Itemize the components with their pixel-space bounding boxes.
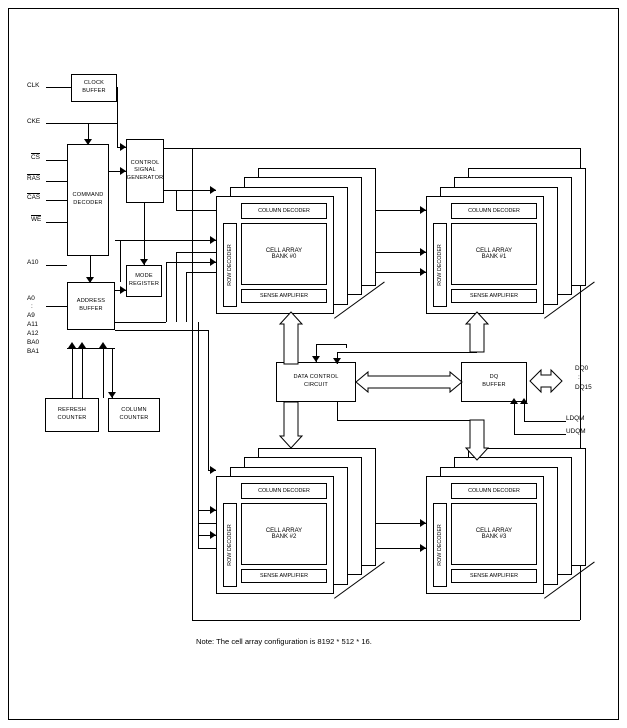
bank-1-row-decoder-label: ROW DECODER xyxy=(437,244,443,286)
pin-ba0-label: BA0 xyxy=(27,339,40,346)
pin-we-label: WE xyxy=(31,216,42,223)
bank-0-main xyxy=(216,196,334,314)
wire-ldqm xyxy=(524,421,566,422)
bank-0-column-decoder xyxy=(241,203,327,219)
pin-clk-label: CLK xyxy=(27,82,40,89)
wire-csg-bus-bot xyxy=(192,620,580,621)
bank-3-column-decoder xyxy=(451,483,537,499)
bank-1-column-decoder-label: COLUMN DECODER xyxy=(468,208,520,214)
wire-dcc-bank3-v xyxy=(337,402,338,420)
bank-2-row-decoder-label: ROW DECODER xyxy=(227,524,233,566)
pin-a0-label: A0 xyxy=(27,295,35,302)
pin-dq0-label: DQ0 xyxy=(575,365,589,372)
wire-addr-v-186 xyxy=(186,272,187,322)
block-control-signal-generator xyxy=(126,139,164,203)
bank-1-row-decoder xyxy=(433,223,447,307)
bank-2-sense-amplifier xyxy=(241,569,327,583)
pin-a10-label: A10 xyxy=(27,259,39,266)
wire-addr-out-322 xyxy=(115,322,166,323)
bus-dcc-to-bank2 xyxy=(280,402,302,448)
bank-1-cell-array-bank: BANK #1 xyxy=(481,254,507,260)
block-mode-register-label: MODE REGISTER xyxy=(128,273,160,287)
wire-clk xyxy=(46,87,71,88)
bank-0-column-decoder-label: COLUMN DECODER xyxy=(258,208,310,214)
block-command-decoder xyxy=(67,144,109,256)
bank-2-row-decoder xyxy=(223,503,237,587)
block-mode-register xyxy=(126,265,162,297)
wire-a10 xyxy=(46,265,67,266)
arrow-udqm-into-dq xyxy=(510,398,518,404)
wire-column-counter-up xyxy=(103,348,104,398)
wire-addr-to-row0 xyxy=(115,240,216,241)
wire-addr-v-176b xyxy=(176,252,177,322)
wire-refresh-up xyxy=(72,348,73,398)
bank-3-cell-array-bank: BANK #3 xyxy=(481,534,507,540)
wire-clk-down xyxy=(117,87,118,147)
pin-ras-label: RAS xyxy=(27,175,41,182)
wire-cke-down xyxy=(117,123,118,125)
wire-addr-lower-v xyxy=(198,322,199,548)
wire-csg-bus-top xyxy=(164,148,192,149)
block-dq-buffer-label: DQ BUFFER xyxy=(482,374,506,388)
arrow-csg-to-mode xyxy=(140,259,148,265)
pin-udqm-label: UDQM xyxy=(566,428,586,435)
wire-csg-lower-h xyxy=(115,330,208,331)
bank-3-sense-amplifier-label: SENSE AMPLIFIER xyxy=(470,573,518,579)
wire-cke xyxy=(46,123,71,124)
block-address-buffer xyxy=(67,282,115,330)
bank-2-cell-array-bank: BANK #2 xyxy=(271,534,297,540)
block-control-signal-generator-label: CONTROL SIGNAL GENERATOR xyxy=(126,159,164,181)
block-column-counter xyxy=(108,398,160,432)
bank-3-cell-array-label: CELL ARRAY xyxy=(475,528,513,534)
bank-2-main xyxy=(216,476,334,594)
arrow-cke-to-cmd xyxy=(84,139,92,145)
wire-udqm-v xyxy=(514,402,515,434)
arrow-col-counter-to-addr xyxy=(99,342,107,348)
bank-1-cell-array-label: CELL ARRAY xyxy=(475,248,513,254)
block-data-control-circuit-label: DATA CONTROL CIRCUIT xyxy=(293,374,339,388)
bank-0-cell-array-label: CELL ARRAY xyxy=(265,248,303,254)
wire-csg-lower-v xyxy=(208,330,209,470)
wire-addr-bus xyxy=(46,306,67,307)
bank-0-cell-array xyxy=(241,223,327,285)
pin-cas-label: CAS xyxy=(27,194,41,201)
wire-csg-bus-top-right xyxy=(192,148,580,149)
wire-ldqm-v xyxy=(524,402,525,421)
bank-2-sense-amplifier-label: SENSE AMPLIFIER xyxy=(260,573,308,579)
arrow-a10-to-addr xyxy=(86,277,94,283)
pin-cs-label: CS xyxy=(31,154,40,161)
block-data-control-circuit xyxy=(276,362,356,402)
bus-bank1-to-dcc xyxy=(466,312,488,352)
wire-csg-bus-v xyxy=(192,148,193,620)
bank-0-cell-array-bank: BANK #0 xyxy=(271,254,297,260)
bank-2-cell-array xyxy=(241,503,327,565)
pin-a11-label: A11 xyxy=(27,321,38,328)
pin-a0-a9-dots: : xyxy=(31,303,33,310)
wire-cmd-to-mode xyxy=(144,203,145,265)
bank-3-sense-amplifier xyxy=(451,569,537,583)
arrow-addr-to-mode xyxy=(120,286,126,294)
block-command-decoder-label: COMMAND DECODER xyxy=(72,192,104,206)
bank-1-sense-amplifier-label: SENSE AMPLIFIER xyxy=(470,293,518,299)
bank-0-sense-amplifier xyxy=(241,289,327,303)
wire-dcc-bank3-h xyxy=(337,420,477,421)
wire-addr-v-240 xyxy=(120,240,121,282)
wire-cke-to-cmd xyxy=(71,123,117,124)
bank-0-sense-amplifier-label: SENSE AMPLIFIER xyxy=(260,293,308,299)
arrow-cmd-to-csg xyxy=(120,167,126,175)
block-clock-buffer xyxy=(71,74,117,102)
bank-1-cell-array xyxy=(451,223,537,285)
bank-3-column-decoder-label: COLUMN DECODER xyxy=(468,488,520,494)
bus-dq-to-pins xyxy=(530,370,562,392)
wire-addr-bottom xyxy=(67,348,115,349)
bank-1-main xyxy=(426,196,544,314)
pin-a12-label: A12 xyxy=(27,330,39,337)
pin-ba1-label: BA1 xyxy=(27,348,40,355)
bank-0-row-decoder-label: ROW DECODER xyxy=(227,244,233,286)
wire-csg-to-dcc-h xyxy=(316,344,346,345)
wire-addr-to-row0b xyxy=(166,262,216,263)
block-refresh-counter xyxy=(45,398,99,432)
bank-2-cell-array-label: CELL ARRAY xyxy=(265,528,303,534)
wire-column-counter-up2 xyxy=(112,348,113,398)
pin-ldqm-label: LDQM xyxy=(566,415,585,422)
bank-0-row-decoder xyxy=(223,223,237,307)
block-column-counter-label: COLUMN COUNTER xyxy=(119,407,149,421)
bank-1-column-decoder xyxy=(451,203,537,219)
wire-refresh-up2 xyxy=(82,348,83,398)
pin-a9-label: A9 xyxy=(27,312,35,319)
block-clock-buffer-label: CLOCK BUFFER xyxy=(82,80,106,94)
block-address-buffer-label: ADDRESS BUFFER xyxy=(76,298,106,312)
arrow-bank1-dcc xyxy=(333,358,341,364)
bank-1-sense-amplifier xyxy=(451,289,537,303)
arrow-addr-to-col-counter xyxy=(108,392,116,398)
bank-3-row-decoder xyxy=(433,503,447,587)
block-dq-buffer xyxy=(461,362,527,402)
wire-csg-to-dcc-v2 xyxy=(346,344,347,348)
arrow-csg-to-dcc xyxy=(312,356,320,362)
wire-csg-to-bank0 xyxy=(164,190,216,191)
bus-bank0-to-dcc xyxy=(280,312,302,364)
arrow-ldqm-into-dq xyxy=(520,398,528,404)
bank-2-column-decoder-label: COLUMN DECODER xyxy=(258,488,310,494)
bus-dcc-to-dq xyxy=(356,372,462,392)
diagram-note: Note: The cell array configuration is 8192 * 512 * 16. xyxy=(196,637,372,646)
pin-dq-dots: : xyxy=(578,374,580,381)
bus-bank3-up xyxy=(466,420,488,460)
pin-dq15-label: DQ15 xyxy=(575,384,592,391)
bank-3-row-decoder-label: ROW DECODER xyxy=(437,524,443,566)
wire-bank1-dcc-h xyxy=(337,352,477,353)
block-refresh-counter-label: REFRESH COUNTER xyxy=(57,407,87,421)
wire-csg-branch-v xyxy=(176,190,177,210)
bank-3-cell-array xyxy=(451,503,537,565)
arrow-clk-to-csg xyxy=(120,143,126,151)
pin-cke-label: CKE xyxy=(27,118,41,125)
bank-2-column-decoder xyxy=(241,483,327,499)
wire-udqm xyxy=(514,434,566,435)
bank-3-main xyxy=(426,476,544,594)
wire-addr-v-262 xyxy=(166,262,167,322)
